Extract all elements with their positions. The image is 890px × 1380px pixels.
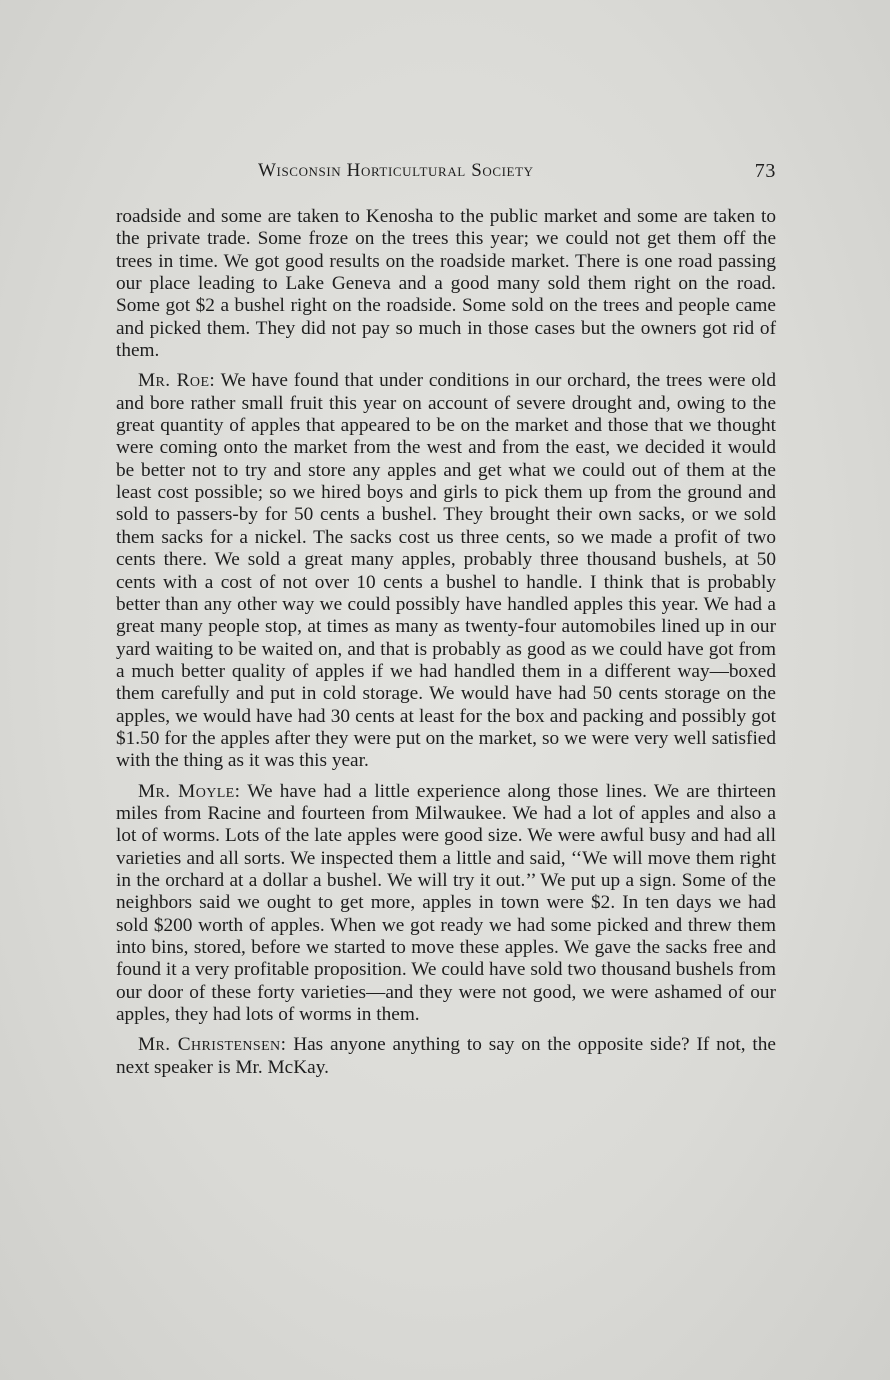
running-title: Wisconsin Horticultural Society	[258, 160, 534, 181]
running-head	[116, 154, 776, 184]
paragraph-text: We have had a little experience along those lines. We are thirteen miles from Racine and fourteen from Milwaukee. We had a lot of apples and also a lot of worms. Lots of the late apples were good size. We were awful busy and had all varieties and all sorts. We inspected them a little and said, ‘‘We will move them right in the orchard at a dollar a bushel. We will try it out.’’ We put up a sign. Some of the neighbors said we ought to get more, apples in town were $2. In ten days we had sold $200 worth of apples. When we got ready we had some picked and threw them into bins, stored, before we started to move these apples. We gave the sacks free and found it a very profitable proposition. We could have sold two thousand bushels from our door of these forty varieties—and they were not good, we were ashamed of our apples, they had lots of worms in them.	[116, 780, 776, 1026]
page-number: 73	[754, 160, 776, 182]
paragraph-continued	[116, 206, 776, 362]
paragraph-text: roadside and some are taken to Kenosha to the public market and some are taken to the private trade. Some froze on the trees this year; we could not get them off the trees in time. We got good results on the roadside market. There is one road passing our place leading to Lake Geneva and a good many sold them right on the road. Some got $2 a bushel right on the roadside. Some sold on the trees and people came and picked them. They did not pay so much in those cases but the owners got rid of them.	[116, 206, 776, 362]
speaker-name: Mr. Roe:	[138, 370, 216, 392]
paragraph-text: We have found that under conditions in our orchard, the trees were old and bore rather small fruit this year on account of severe drought and, owing to the great quantity of apples that appeared to be on the market and those that we thought were coming onto the market from the west and from the east, we decided it would be better not to try and store any apples and get what we could out of them at the least cost possible; so we hired boys and girls to pick them up from the ground and sold to passers-by for 50 cents a bushel. They brought their own sacks, or we sold them sacks for a nickel. The sacks cost us three cents, so we made a profit of two cents there. We sold a great many apples, probably three thousand bushels, at 50 cents with a cost of not over 10 cents a bushel to handle. I think that is probably better than any other way we could possibly have handled apples this year. We had a great many people stop, at times as many as twenty-four automobiles lined up in our yard waiting to be waited on, and that is probably as good as we could have got from a much better quality of apples if we had handled them in a different way—boxed them carefully and put in cold storage. We would have had 50 cents storage on the apples, we would have had 30 cents at least for the box and packing and possibly got $1.50 for the apples after they were put on the market, so we were very well satisfied with the thing as it was this year.	[116, 370, 776, 772]
paragraph-mr-roe	[116, 370, 776, 772]
paragraph-mr-christensen	[116, 1034, 776, 1079]
book-page	[116, 154, 776, 1087]
speaker-name: Mr. Moyle:	[138, 780, 241, 802]
paragraph-mr-moyle	[116, 781, 776, 1027]
paragraph-text: Has anyone anything to say on the opposite side? If not, the next speaker is Mr. McKay.	[116, 1034, 776, 1078]
speaker-name: Mr. Christensen:	[138, 1034, 287, 1056]
body-text	[116, 206, 776, 1079]
